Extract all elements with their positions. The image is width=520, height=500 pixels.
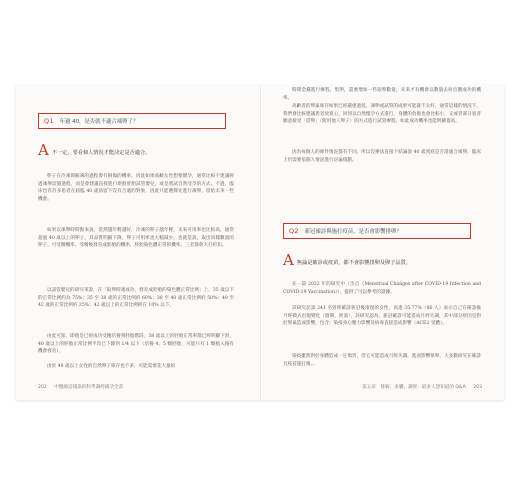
question-number: Q1 [44,117,54,125]
paragraph: 由此可知，即使是已經成功受精培養到胚胎階段，38 歲以上的胚胎正常率都已經明顯下滑，40 歲以上的胚胎正常比例平均已下降到 1/4 以下（培養 4、5 顆胚胎，可能只有 1 顆植入後有機會發育）， [38,334,234,355]
paragraph: 如果以凍卵時間點來說，當然越年輕越好，冷凍的卵子越年輕，未來可用率也比較高，通常超過 40 歲以上的卵子，其品質明顯下降，卵子可用率也大幅減少，也就是說，取出同樣數量的卵子，可受精機率、受精後發育成胚胎的機率、胚胎染色體正常的機率，三者都會大打折扣。 [38,228,234,249]
page-number: 203 [473,385,482,390]
page-number: 202 [38,385,47,390]
paragraph: 卵子在冷凍與解凍的過程會有損傷的機率，因此如果高齡女性想要懷孕，通常比較不建議經過凍卵這個過程，而是會建議直接進行新鮮胚胎試管嬰兒，或是嘗試自然受孕的方式。不過，臨床也有許多患者在屆臨 40 歲前留下沒有合適的對象，因此只能選擇先進行凍卵，留給未來一些機會。 [38,174,234,202]
answer-summary: 無論是確診或疫苗，都不會影響排卵及卵子品質。 [296,260,411,266]
paragraph: 該研究訪談 241 名曾經確診新冠後康復的女性，高達 35.77%（86 人）表示自己在確診後月經模式出現變化（週期、經量），該研究認為，新冠確診可能造成月經失調，其中部分原因是對於卵巢造成影響，包含：染疫身心壓力影響及病毒直接造成影響（ACE2 受體）。 [283,306,481,327]
answer-letter: A [38,141,49,159]
answer-letter: A [283,251,294,269]
paragraph: 染疫雖然對於身體造成一定傷害，但它可能造成月經失調，進而影響排卵。大多數研究在確診且疫苗施打後… [283,354,481,367]
page-footer-right [362,384,482,390]
question-text: 年過 40，是否就不適合凍卵了？ [59,119,139,125]
paragraph: 高齡者的卵巢庫存如果已經嚴重過低，凍卵或試管的成果可能就不太好，通常這樣的情況下，我們會比較建議患者放寬心，回到以自然懷孕方式進行，身體的負擔也會比較小，又或者部分患者願意接受「借卵」（使用他人卵子）的方式進行試管療程，如此成功機率也能明顯提高。 [283,104,481,125]
paragraph: 由於 40 歲以上女性的自然卵子庫存也不多，可能需要花大量的 [47,364,176,369]
left-page [16,85,260,400]
question-text: 新冠確診與施打疫苗，是否會影響排卵？ [304,229,402,235]
book-title: 中醫師這樣說的科學調經備孕全書 [54,385,124,390]
page-footer-left [38,384,123,390]
question-box-q2 [283,223,471,239]
question-number: Q2 [289,227,299,235]
right-page [261,85,504,400]
paragraph: 以試管嬰兒的研究來說，在「取卵時適成功、發育成胚胎的染色體正常比例」上，35 歲以下的正常比例約為 75%；35 至 38 歲的正常比例約 60%；38 至 40 歲正常比例約 50%；40 至 42 歲的正常比例約 25%；42 歲以上的正常比例則在 10% 以下。 [38,288,234,309]
question-box-q1 [38,113,226,129]
book-spread [16,85,504,400]
paragraph: 因為每個人的條件情況都有不同，所以沒辦法直接下結論說 40 歲到底是否還適合凍卵，臨床上仍需要依個人情況進行討論規劃。 [283,150,481,163]
answer-summary: 不一定，要看個人情況才能決定是否適合。 [51,150,151,156]
answer-line [283,253,411,268]
paragraph: 在一篇 2022 年的研究中（出自《Menstrual Changes after COVID-19 Infection and COVID-19 Vaccination》），提供了可以參考的證據。 [283,282,481,295]
paragraph: 時間金錢進行療程，集卵，還要增加一些取卵數量，未來才有機會以數量去拚出優成功的機率。 [283,88,481,101]
answer-line [38,143,150,158]
chapter-title: 第五章 排解、多囊、調經：最多人想知道的 Q&A [362,385,466,390]
